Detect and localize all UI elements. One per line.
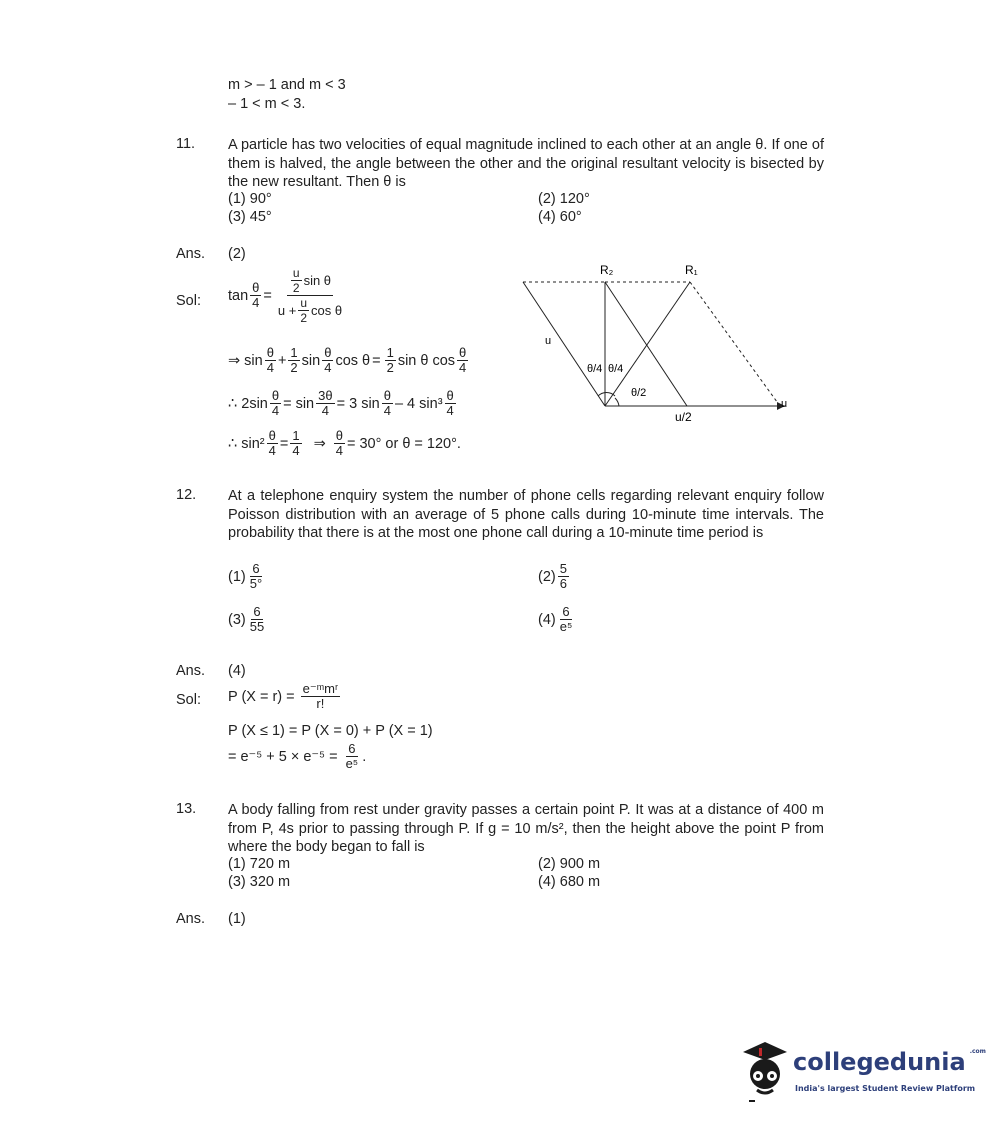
result: = 30° or θ = 120°. (346, 435, 461, 452)
option-2: (2) 120° (538, 191, 590, 207)
solution-line-4 (228, 429, 461, 458)
therefore-2sin: ∴ 2sin (228, 395, 268, 412)
question-text: A particle has two velocities of equal magnitude inclined to each other at an angle θ. If one of them is halved, the angle between the other and the original resultant velocity is bisected by the new resultant. Then θ is (228, 137, 824, 190)
label-r2: R₂ (600, 263, 614, 277)
angle-arc-2 (615, 398, 619, 406)
cos-theta: cos θ (335, 352, 371, 369)
lhs: P (X = r) = (228, 688, 295, 705)
dashed-right (690, 282, 780, 406)
brand-dotcom: .com (969, 1048, 986, 1055)
question-number: 13. (176, 801, 197, 817)
tan-text: tan (228, 287, 249, 304)
solution-line-1 (228, 266, 346, 325)
num: 1 (292, 428, 300, 443)
solution-label: Sol: (176, 293, 201, 309)
option-label: (4) (538, 611, 556, 628)
label-u-half: u/2 (675, 410, 692, 424)
den: e⁵ (345, 756, 359, 771)
den: e⁵ (559, 619, 573, 634)
lhs: = e⁻⁵ + 5 × e⁻⁵ = (228, 748, 338, 765)
den: 2 (290, 360, 298, 375)
brand-tagline: India's largest Student Review Platform (795, 1084, 976, 1093)
option-3 (228, 605, 268, 634)
implies: ⇒ (313, 435, 326, 452)
num: 1 (386, 345, 394, 360)
num: 3θ (318, 388, 333, 403)
den: 4 (324, 360, 332, 375)
label-u-left: u (545, 335, 552, 347)
minus-4sin3: – 4 sin³ (394, 395, 443, 412)
den: 4 (459, 360, 467, 375)
question-text: At a telephone enquiry system the number of phone cells regarding relevant enquiry follow Poisson distribution with an average of 5 phone calls during 10-minute time intervals. The probability that there is at the most one phone call during a 10-minute time period is (228, 488, 824, 541)
cos-theta: cos θ (311, 302, 343, 318)
den: 2 (292, 281, 300, 295)
eq-3sin: = 3 sin (336, 395, 380, 412)
num: θ (268, 428, 276, 443)
den: 4 (383, 403, 391, 418)
den: 4 (252, 295, 260, 310)
option-3: (3) 320 m (228, 874, 291, 890)
den: 2 (300, 311, 307, 325)
num: θ (459, 345, 467, 360)
option-1: (1) 90° (228, 191, 272, 207)
den: 4 (292, 443, 300, 458)
label-r1: R₁ (685, 263, 698, 277)
sin: sin (301, 352, 321, 369)
answer-label: Ans. (176, 246, 206, 262)
num: θ (271, 388, 280, 403)
question-number: 12. (176, 487, 197, 503)
den: 4 (271, 403, 280, 418)
solution-line-2: P (X ≤ 1) = P (X = 0) + P (X = 1) (228, 723, 433, 739)
option-4 (538, 605, 576, 634)
num: θ (383, 388, 391, 403)
num: θ (446, 388, 454, 403)
option-label: (2) (538, 568, 556, 585)
option-label: (1) (228, 568, 246, 585)
equals: = (372, 352, 381, 369)
prev-solution-line-1: m > – 1 and m < 3 (228, 77, 346, 93)
label-u-right: u (781, 398, 788, 410)
vector-diagram (515, 260, 795, 430)
question-number: 11. (176, 136, 196, 152)
u-vector-left (523, 282, 605, 406)
num: θ (335, 428, 343, 443)
equals: = (263, 287, 272, 304)
den: 5° (249, 576, 263, 591)
den: 6 (559, 576, 567, 591)
num: 1 (290, 345, 298, 360)
brand-name: collegedunia (793, 1048, 966, 1076)
den: 4 (266, 360, 274, 375)
u-plus: u + (277, 302, 297, 318)
den: 4 (321, 403, 329, 418)
implies-sin: ⇒ sin (228, 352, 263, 369)
den: 4 (268, 443, 276, 458)
num: 6 (253, 604, 261, 619)
answer-label: Ans. (176, 663, 206, 679)
option-2 (538, 562, 571, 591)
num: 6 (562, 604, 570, 619)
option-4: (4) 60° (538, 209, 582, 225)
num: e⁻ᵐmʳ (302, 681, 339, 696)
sin-theta-cos: sin θ cos (397, 352, 456, 369)
label-angle-a2: θ/4 (608, 363, 624, 375)
solution-line-2 (228, 346, 470, 375)
den: 55 (249, 619, 265, 634)
num: θ (266, 345, 274, 360)
den: r! (316, 696, 325, 711)
num: 6 (348, 741, 356, 756)
solution-line-3 (228, 742, 366, 771)
plus: + (277, 352, 287, 369)
num: 5 (559, 561, 567, 576)
label-angle-a1: θ/4 (587, 363, 603, 375)
solution-line-3 (228, 389, 458, 418)
therefore-sin2: ∴ sin² (228, 435, 265, 452)
answer-value: (1) (228, 911, 246, 927)
equals: = (279, 435, 289, 452)
prev-solution-line-2: – 1 < m < 3. (228, 96, 306, 112)
option-2: (2) 900 m (538, 856, 601, 872)
num: u (300, 296, 307, 310)
sin-theta: sin θ (303, 272, 332, 288)
label-angle-a3: θ/2 (631, 387, 647, 399)
answer-value: (2) (228, 246, 246, 262)
num: θ (324, 345, 332, 360)
answer-label: Ans. (176, 911, 206, 927)
mascot-icon (735, 1038, 793, 1108)
den: 2 (386, 360, 394, 375)
option-1: (1) 720 m (228, 856, 291, 872)
option-4: (4) 680 m (538, 874, 601, 890)
option-3: (3) 45° (228, 209, 272, 225)
end: . (362, 748, 367, 765)
num: u (292, 266, 300, 280)
question-text: A body falling from rest under gravity passes a certain point P. It was at a distance of 400 m from P, 4s prior to passing through P. If g = 10 m/s², then the height above the point P from where the body began to fall is (228, 802, 824, 855)
answer-value: (4) (228, 663, 246, 679)
den: 4 (446, 403, 454, 418)
den: 4 (335, 443, 343, 458)
option-1 (228, 562, 266, 591)
solution-label: Sol: (176, 692, 201, 708)
solution-line-1 (228, 682, 342, 711)
num: 6 (252, 561, 260, 576)
option-label: (3) (228, 611, 246, 628)
eq-sin: = sin (283, 395, 315, 412)
num: θ (252, 280, 260, 295)
